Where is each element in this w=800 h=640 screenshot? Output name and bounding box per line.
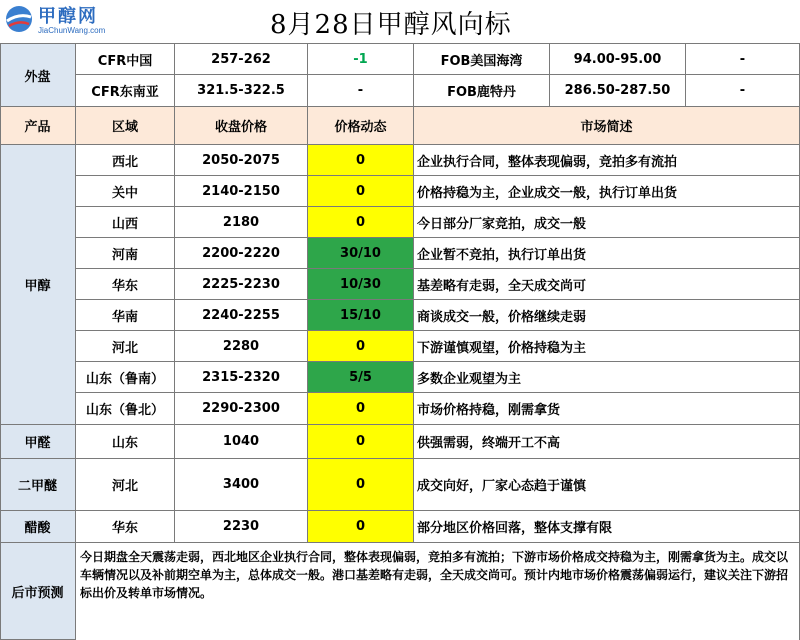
ext-change: - [686,44,800,75]
region-cell: 山东（鲁北） [76,393,175,425]
ext-price: 94.00-95.00 [550,44,686,75]
market-note-cell: 多数企业观望为主 [414,362,800,393]
page-title: 8月28日甲醇风向标 [270,10,512,40]
price-cell: 2240-2255 [175,300,308,331]
column-header: 市场简述 [414,107,800,145]
ext-change: - [686,75,800,107]
site-logo[interactable] [4,2,122,42]
region-cell: 华东 [76,511,175,543]
ext-change: - [308,75,414,107]
region-cell: 西北 [76,145,175,176]
market-note-cell: 市场价格持稳，刚需拿货 [414,393,800,425]
price-change-cell: 0 [308,145,414,176]
price-cell: 2315-2320 [175,362,308,393]
region-cell: 山东（鲁南） [76,362,175,393]
price-cell: 2200-2220 [175,238,308,269]
region-cell: 关中 [76,176,175,207]
globe-logo-icon [4,4,34,34]
product-label: 二甲醚 [0,459,76,511]
price-change-cell: 0 [308,176,414,207]
price-change-cell: 0 [308,425,414,459]
ext-change: -1 [308,44,414,75]
price-change-cell: 30/10 [308,238,414,269]
ext-market-name: CFR东南亚 [76,75,175,107]
market-note-cell: 下游谨慎观望，价格持稳为主 [414,331,800,362]
forecast-text: 今日期盘全天震荡走弱，西北地区企业执行合同，整体表现偏弱，竞拍多有流拍；下游市场价格成交持稳为主，刚需拿货为主。成交以车辆情况以及补前期空单为主，总体成交一般。港口基差略有走弱，全天成交尚可。预计内地市场价格震荡偏弱运行，建议关注下游招标出价及转单市场情况。 [76,543,800,640]
region-cell: 山东 [76,425,175,459]
price-change-cell: 0 [308,511,414,543]
price-change-cell: 15/10 [308,300,414,331]
price-cell: 1040 [175,425,308,459]
price-cell: 2050-2075 [175,145,308,176]
region-cell: 华东 [76,269,175,300]
product-label: 甲醛 [0,425,76,459]
market-note-cell: 价格持稳为主，企业成交一般，执行订单出货 [414,176,800,207]
column-header: 价格动态 [308,107,414,145]
market-note-cell: 今日部分厂家竞拍，成交一般 [414,207,800,238]
market-note-cell: 供强需弱，终端开工不高 [414,425,800,459]
ext-market-name: FOB鹿特丹 [414,75,550,107]
region-cell: 华南 [76,300,175,331]
price-cell: 2225-2230 [175,269,308,300]
price-cell: 3400 [175,459,308,511]
price-change-cell: 5/5 [308,362,414,393]
ext-price: 321.5-322.5 [175,75,308,107]
column-header: 区域 [76,107,175,145]
market-note-cell: 企业执行合同，整体表现偏弱，竞拍多有流拍 [414,145,800,176]
market-note-cell: 部分地区价格回落，整体支撑有限 [414,511,800,543]
forecast-label: 后市预测 [0,543,76,640]
price-cell: 2280 [175,331,308,362]
region-cell: 河北 [76,331,175,362]
price-change-cell: 10/30 [308,269,414,300]
ext-market-name: FOB美国海湾 [414,44,550,75]
price-change-cell: 0 [308,207,414,238]
price-cell: 2290-2300 [175,393,308,425]
ext-price: 286.50-287.50 [550,75,686,107]
price-cell: 2180 [175,207,308,238]
logo-title: 甲醇网 [38,6,98,27]
price-cell: 2140-2150 [175,176,308,207]
market-note-cell: 成交向好，厂家心态趋于谨慎 [414,459,800,511]
logo-subtitle: JiaChunWang.com [38,26,106,35]
price-change-cell: 0 [308,459,414,511]
column-header: 收盘价格 [175,107,308,145]
price-change-cell: 0 [308,331,414,362]
report-header [0,0,800,44]
ext-market-name: CFR中国 [76,44,175,75]
product-label: 醋酸 [0,511,76,543]
price-cell: 2230 [175,511,308,543]
region-cell: 河北 [76,459,175,511]
market-note-cell: 商谈成交一般，价格继续走弱 [414,300,800,331]
price-change-cell: 0 [308,393,414,425]
market-note-cell: 企业暂不竞拍，执行订单出货 [414,238,800,269]
region-cell: 山西 [76,207,175,238]
column-header: 产品 [0,107,76,145]
ext-price: 257-262 [175,44,308,75]
market-note-cell: 基差略有走弱，全天成交尚可 [414,269,800,300]
external-market-label: 外盘 [0,44,76,107]
region-cell: 河南 [76,238,175,269]
product-label: 甲醇 [0,145,76,425]
